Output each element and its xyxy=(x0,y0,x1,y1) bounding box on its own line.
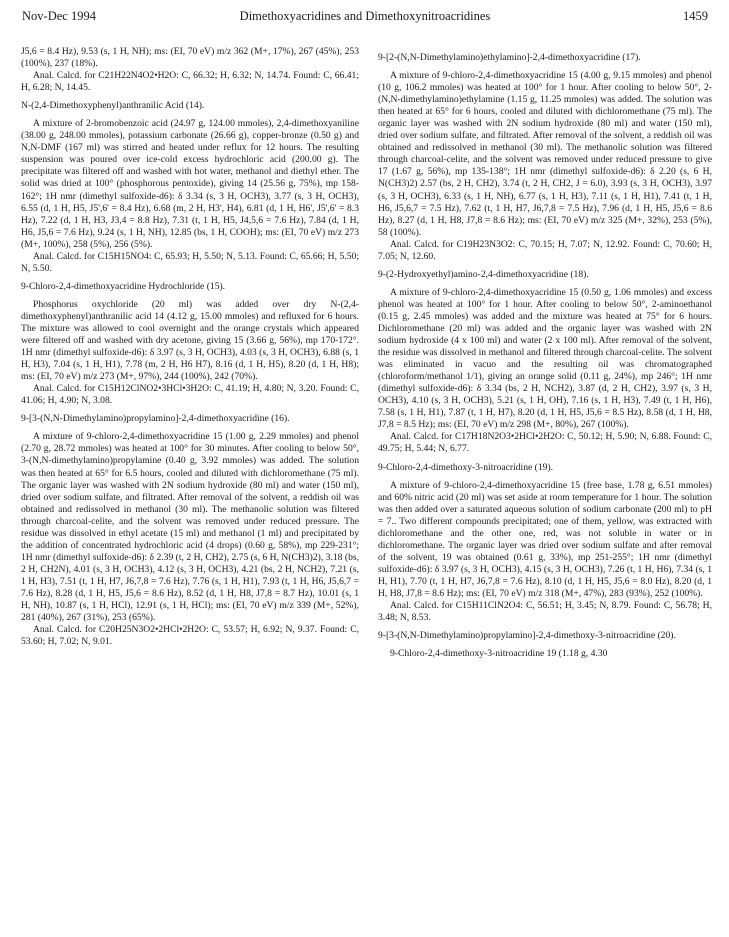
body-paragraph: Anal. Calcd. for C19H23N3O2: C, 70.15; H, 7.07; N, 12.92. Found: C, 70.60; H, 7.05; N, 12.60. xyxy=(378,238,712,262)
body-paragraph: Anal. Calcd. for C17H18N2O3•2HCl•2H2O: C, 50.12; H, 5.90; N, 6.88. Found: C, 49.75; H, 5.44; N, 6.77. xyxy=(378,431,712,455)
compound-heading: 9-[3-(N,N-Dimethylamino)propylamino]-2,4-dimethoxy-3-nitroacridine (20). xyxy=(378,630,676,642)
compound-heading: 9-Chloro-2,4-dimethoxyacridine Hydrochloride (15). xyxy=(21,280,226,292)
left-text-column xyxy=(21,46,359,648)
body-paragraph: A mixture of 9-chloro-2,4-dimethoxyacridine 15 (4.00 g, 9.15 mmoles) and phenol (10 g, 106.2 mmoles) was heated at 100° for 1 hour. After cooling to below 50°, 2-(N,N-dimethylamino)ethylamine (1.15 g, 11.25 mmoles) was added. The solution was then heated at 65° for 6 hours, cooled and diluted with dichloromethane (75 ml). The organic layer was washed with 2N sodium hydroxide (80 ml) and water (150 ml), dried over sodium sulfate, and filtrated. After removal of the solvent, a reddish oil was obtained and redissolved in methanol (30 ml). The methanolic solution was filtered through charcoal-celite, and the solvent was removed under reduced pressure to give 17 (1.67 g, 56%), mp 135-138°; 1H nmr (dimethyl sulfoxide-d6): δ 2.20 (s, 6 H, N(CH3)2) 2.57 (bs, 2 H, CH2), 3.74 (t, 2 H, CH2, J = 6.0), 3.93 (s, 3 H, OCH3), 3.97 (s, 3 H, OCH3), 6.33 (s, 1 H, NH), 6.77 (s, 1 H, H3), 7.11 (s, 1 H, H1), 7.41 (t, 1 H, H6, J5,6,7 = 7.5 Hz), 7.62 (t, 1 H, H7, J6,7,8 = 7.5 Hz), 7.96 (d, 1 H, H5, J5,6 = 8.6 Hz), 8.27 (d, 1 H, H8, J7,8 = 8.6 Hz); ms: (EI, 70 eV) m/z 325 (M+, 32%), 253 (5%), 58 (100%). xyxy=(378,70,712,238)
body-paragraph: A mixture of 9-chloro-2,4-dimethoxyacridine 15 (free base, 1.78 g, 6.51 mmoles) and 60% nitric acid (20 ml) was set aside at room temperature for 1 hour. The solution was then added over a saturated aqueous solution of sodium carbonate (200 ml) to pH = 7.. Two different compounds precipitated; one of them, yellow, was extracted with dichloromethane and the other one, red, was not soluble in water or in dichloromethane. The organic layer was dried over sodium sulfate and after removal of the solvent, 19 was obtained (0.61 g, 33%), mp 251-255°; 1H nmr (dimethyl sulfoxide-d6): δ 3.97 (s, 3 H, OCH3), 4.15 (s, 3 H, OCH3), 7.26 (t, 1 H, H6), 7.34 (s, 1 H, H1), 7.70 (t, 1 H, H7, J6,7,8 = 7.6 Hz), 8.10 (d, 1 H, H5, J5,6 = 8.0 Hz), 8.20 (d, 1 H, H8, J7,8 = 8.6 Hz); ms: (EI, 70 eV) m/z 318 (M+, 47%), 283 (93%), 252 (100%). xyxy=(378,479,712,599)
body-paragraph: J5,6 = 8.4 Hz), 9.53 (s, 1 H, NH); ms: (EI, 70 eV) m/z 362 (M+, 17%), 267 (45%), 253 (100%), 237 (18%). xyxy=(21,46,359,70)
body-paragraph: Phosphorus oxychloride (20 ml) was added over dry N-(2,4-dimethoxyphenyl)anthranilic acid 14 (4.12 g, 15.00 mmoles) and refluxed for 6 hours. The mixture was allowed to cool overnight and the orange crystals which appeared were filtered off and washed with dry acetone, giving 15 (3.66 g, 56%), mp 170-172°. 1H nmr (dimethyl sulfoxide-d6): δ 3.97 (s, 3 H, OCH3), 4.03 (s, 3 H, OCH3), 6.88 (s, 1 H, H3), 7.04 (s, 1 H, H1), 7.78 (m, 2 H, H6 H7), 8.16 (d, 1 H, H5), 8.20 (d, 1 H, H8); ms: (EI, 70 eV) m/z 273 (M+, 97%), 244 (100%), 242 (70%). xyxy=(21,298,359,383)
compound-heading: 9-[2-(N,N-Dimethylamino)ethylamino]-2,4-dimethoxyacridine (17). xyxy=(378,52,641,63)
compound-heading: 9-Chloro-2,4-dimethoxy-3-nitroacridine (19). xyxy=(378,461,554,473)
body-paragraph: A mixture of 2-bromobenzoic acid (24.97 g, 124.00 mmoles), 2,4-dimethoxyaniline (38.00 g, 248.00 mmoles), potassium carbonate (26.66 g), copper-bronze (0.50 g) and N,N-DMF (167 ml) was stirred and heated under reflux for 12 hours. The resulting suspension was poured over ice-cold excess hydrochloric acid (200.00 g). The precipitate was filtered off and washed with hot water, methanol and diethyl ether. The solid was dried at 100° (phosphorous pentoxide), giving 14 (25.56 g, 75%), mp 158-162°; 1H nmr (dimethyl sulfoxide-d6): δ 3.34 (s, 3 H, OCH3), 3.77 (s, 3 H, OCH3), 6.55 (d, 1 H, H5, J5',6' = 8.4 Hz), 6.68 (m, 2 H, H3', H4), 6.81 (d, 1 H, H6', J5',6' = 8.3 Hz), 7.22 (d, 1 H, H3, J3,4 = 8.8 Hz), 7.31 (t, 1 H, H5, J4,5,6 = 7.6 Hz), 7.84 (d, 1 H, H6, J5,6 = 7.6 Hz), 9.24 (s, 1 H, NH), 12.85 (bs, 1 H, COOH); ms: (EI, 70 eV) m/z 273 (M+, 100%), 258 (5%), 256 (5%). xyxy=(21,118,359,250)
compound-heading: N-(2,4-Dimethoxyphenyl)anthranilic Acid (14). xyxy=(21,100,205,112)
body-paragraph: Anal. Calcd. for C15H12ClNO2•3HCl•3H2O: C, 41.19; H, 4.80; N, 3.20. Found: C, 41.06; H, 4.90; N, 3.08. xyxy=(21,383,359,407)
body-paragraph: A mixture of 9-chloro-2,4-dimethoxyacridine 15 (1.00 g, 2.29 mmoles) and phenol (2.70 g, 28.72 mmoles) was heated at 100° for 30 minutes. After cooling to below 50°, 3-(N,N-dimethylamino)propylamine (0.40 g, 3.92 mmoles) was added. The solution was then heated at 65° for 6.5 hours, cooled and diluted with dichloromethane (75 ml). The organic layer was washed with 2N sodium hydroxide (80 ml) and water (150 ml), dried over sodium sulfate, and filtrated. After removal of the solvent, a reddish oil was obtained and redissolved in methanol (30 ml). The methanolic solution was filtered through charcoal-celite, and the solvent was removed under reduced pressure. The residue was dissolved in ethyl acetate (15 ml) and methanol (1 ml) and precipitated by the addition of concentrated hydrochloric acid (4 drops) (0.60 g, 58%), mp 229-231°; 1H nmr (dimethyl sulfoxide-d6): δ 2.39 (t, 2 H, CH2), 2.75 (s, 6 H, N(CH3)2), 3.18 (bs, 2 H, CH2N), 4.01 (s, 3 H, OCH3), 4.12 (s, 3 H, OCH3), 4.21 (bs, 2 H, NCH2), 7.21 (s, 1 H, H3), 7.51 (t, 1 H, H7, J6,7,8 = 7.6 Hz), 7.76 (s, 1 H, H1), 7.93 (t, 1 H, H6, J5,6,7 = 7.6 Hz), 8.28 (d, 1 H, H5, J5,6 = 8.6 Hz), 8.52 (d, 1 H, H8, J7,8 = 8.7 Hz), 10.01 (s, 1 H, NH), 10.87 (s, 1 H, HCl), 12.91 (s, 1 H, HCl); ms: (EI, 70 eV) m/z 339 (M+, 52%), 281 (40%), 267 (31%), 253 (65%). xyxy=(21,431,359,624)
body-paragraph: Anal. Calcd. for C15H11ClN2O4: C, 56.51; H, 3.45; N, 8.79. Found: C, 56.78; H, 3.48; N, 8.53. xyxy=(378,600,712,624)
body-paragraph: Anal. Calcd. for C20H25N3O2•2HCl•2H2O: C, 53.57; H, 6.92; N, 9.37. Found: C, 53.60; H, 7.02; N, 9.01. xyxy=(21,624,359,648)
compound-heading: 9-[3-(N,N-Dimethylamino)propylamino]-2,4-dimethoxyacridine (16). xyxy=(21,413,290,425)
right-text-column xyxy=(378,46,712,660)
body-paragraph: 9-Chloro-2,4-dimethoxy-3-nitroacridine 19 (1.18 g, 4.30 xyxy=(390,648,608,660)
running-title: Dimethoxyacridines and Dimethoxynitroacridines xyxy=(239,9,491,23)
page-number: 1459 xyxy=(683,9,708,23)
journal-date: Nov-Dec 1994 xyxy=(22,9,96,23)
compound-heading: 9-(2-Hydroxyethyl)amino-2,4-dimethoxyacridine (18). xyxy=(378,268,589,280)
page-header xyxy=(22,9,708,29)
body-paragraph: A mixture of 9-chloro-2,4-dimethoxyacridine 15 (0.50 g, 1.06 mmoles) and excess phenol was heated at 100° for 1 hour. After cooling to below 50°, 2-aminoethanol (0.15 g, 2.45 mmoles) was added and the mixture was heated at 75° for 6 hours. Dichloromethane (20 ml) was added and the organic layer was washed with 2N sodium hydroxide (4 x 100 ml) and water (2 x 100 ml). After removal of the solvent, the residue was dissolved in methanol and filtered through charcoal-celite. The solvent was eliminated in vacuo and the resulting oil was chromatographed (chloroform/methanol 1/1), giving an orange solid (0.11 g, 24%), mp 246°; 1H nmr (dimethyl sulfoxide-d6): δ 3.34 (bs, 2 H, NCH2), 3.87 (d, 2 H, CH2), 3.97 (s, 3 H, OCH3), 4.10 (s, 3 H, OCH3), 5.21 (s, 1 H, OH), 7.16 (s, 1 H, H3), 7.49 (t, 1 H, H6), 7.58 (s, 1 H, H1), 7.87 (t, 1 H, H7), 8.20 (d, 1 H, H5, J5,6 = 8.5 Hz), 8.58 (d, 1 H, H8, J7,8 = 8.5 Hz); ms: (EI, 70 eV) m/z 298 (M+, 80%), 267 (100%). xyxy=(378,286,712,431)
body-paragraph: Anal. Calcd. for C21H22N4O2•H2O: C, 66.32; H, 6.32; N, 14.74. Found: C, 66.41; H, 6.28; N, 14.45. xyxy=(21,70,359,94)
body-paragraph: Anal. Calcd. for C15H15NO4: C, 65.93; H, 5.50; N, 5.13. Found: C, 65.66; H, 5.50; N, 5.50. xyxy=(21,250,359,274)
